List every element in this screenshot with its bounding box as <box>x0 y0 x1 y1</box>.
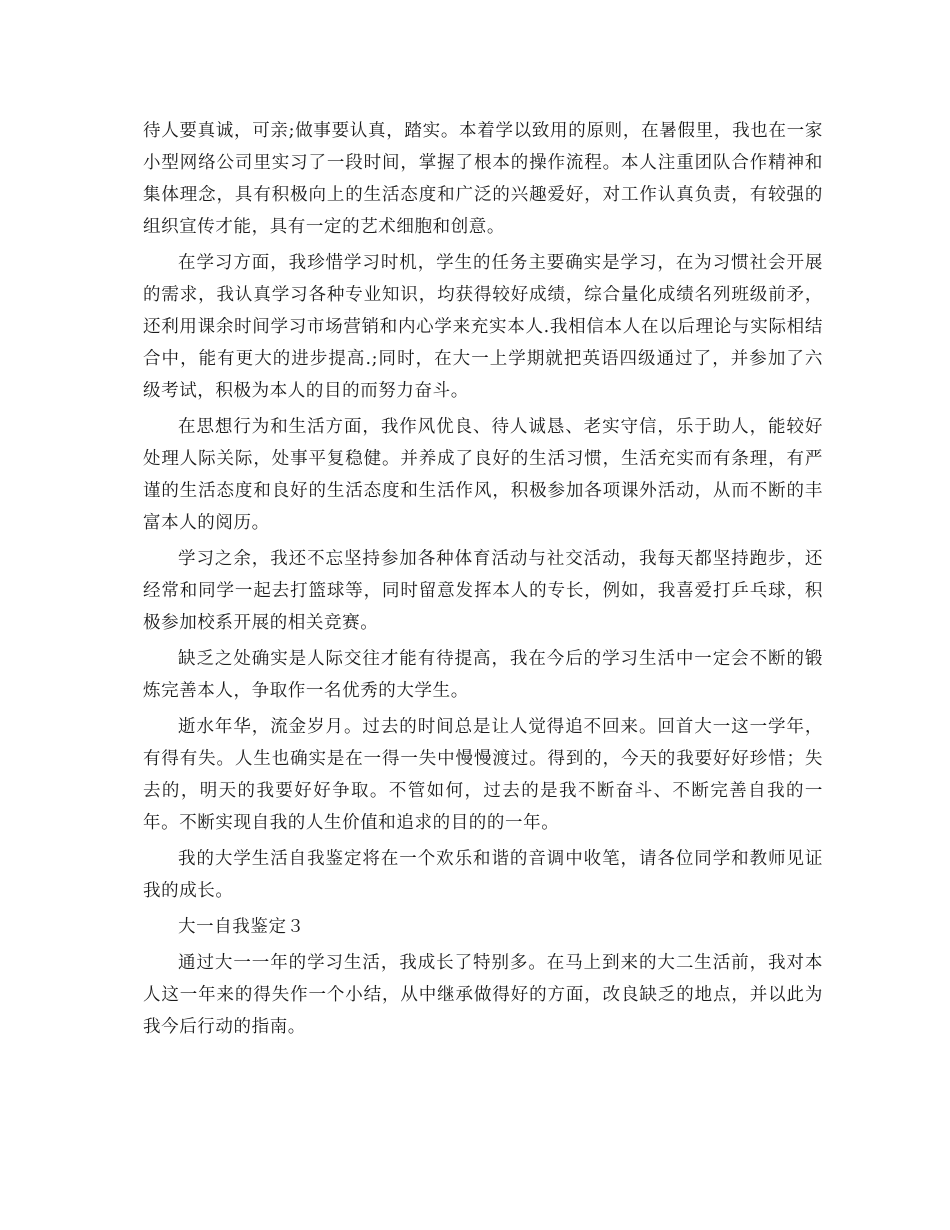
paragraph-continuation: 待人要真诚，可亲;做事要认真，踏实。本着学以致用的原则，在暑假里，我也在一家小型网络公司里实习了一段时间，掌握了根本的操作流程。本人注重团队合作精神和集体理念，具有积极向上的生活态度和广泛的兴趣爱好，对工作认真负责，有较强的组织宣传才能，具有一定的艺术细胞和创意。 <box>143 121 823 237</box>
paragraph-closing: 我的大学生活自我鉴定将在一个欢乐和谐的音调中收笔，请各位同学和教师见证我的成长。 <box>143 849 823 901</box>
section-heading: 大一自我鉴定３ <box>178 917 305 937</box>
paragraph-conduct: 在思想行为和生活方面，我作风优良、待人诚恳、老实守信，乐于助人，能较好处理人际关际，处事平复稳健。并养成了良好的生活习惯，生活充实而有条理，有严谨的生活态度和良好的生活态度和生活作风，积极参加各项课外活动，从而不断的丰富本人的阅历。 <box>143 417 823 533</box>
paragraph-study: 在学习方面，我珍惜学习时机，学生的任务主要确实是学习，在为习惯社会开展的需求，我认真学习各种专业知识，均获得较好成绩，综合量化成绩名列班级前矛，还利用课余时间学习市场营销和内心学来充实本人.我相信本人在以后理论与实际相结合中，能有更大的进步提高.;同时，在大一上学期就把英语四级通过了，并参加了六级考试，积极为本人的目的而努力奋斗。 <box>143 253 823 401</box>
paragraph-final: 通过大一一年的学习生活，我成长了特别多。在马上到来的大二生活前，我对本人这一年来的得失作一个小结，从中继承做得好的方面，改良缺乏的地点，并以此为我今后行动的指南。 <box>143 953 823 1037</box>
paragraph-shortcomings: 缺乏之处确实是人际交往才能有待提高，我在今后的学习生活中一定会不断的锻炼完善本人，争取作一名优秀的大学生。 <box>143 649 823 701</box>
paragraph-reflection: 逝水年华，流金岁月。过去的时间总是让人觉得追不回来。回首大一这一学年，有得有失。人生也确实是在一得一失中慢慢渡过。得到的，今天的我要好好珍惜；失去的，明天的我要好好争取。不管如何，过去的是我不断奋斗、不断完善自我的一年。不断实现自我的人生价值和追求的目的的一年。 <box>143 717 823 833</box>
paragraph-activities: 学习之余，我还不忘坚持参加各种体育活动与社交活动，我每天都坚持跑步，还经常和同学一起去打篮球等，同时留意发挥本人的专长，例如，我喜爱打乒乓球，积极参加校系开展的相关竞赛。 <box>143 549 823 633</box>
document-body <box>143 115 823 1047</box>
